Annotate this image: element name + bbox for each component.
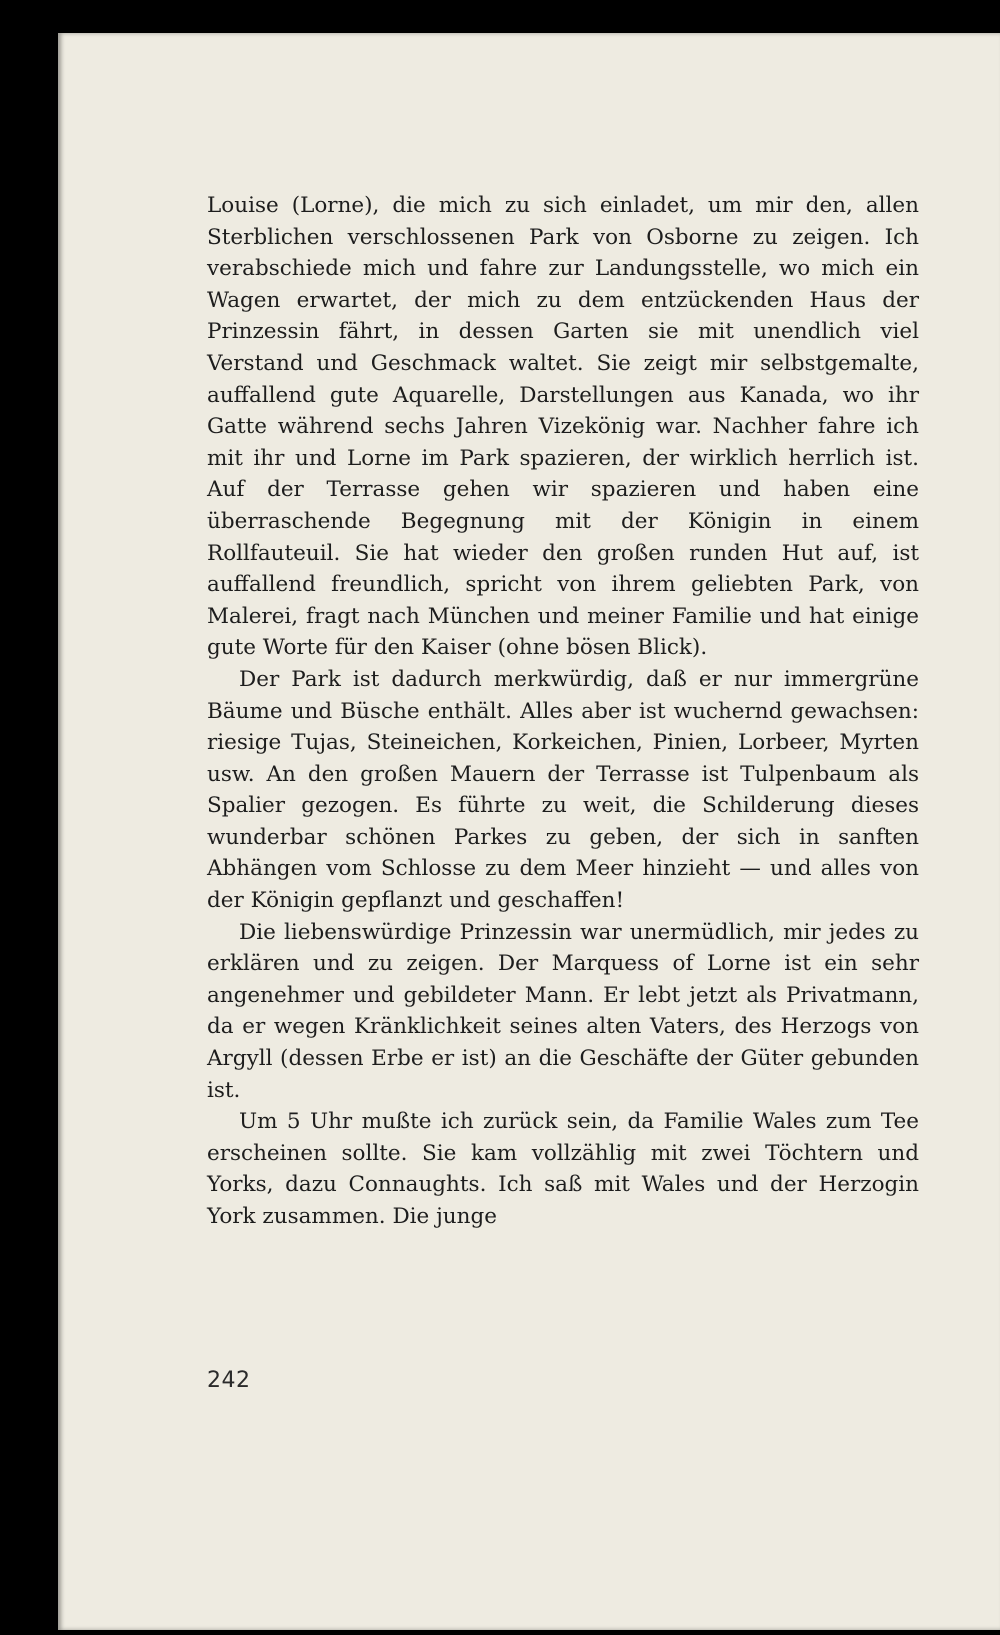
- page-number: 242: [207, 1368, 251, 1393]
- paragraph-4: Um 5 Uhr mußte ich zurück sein, da Familie Wales zum Tee erscheinen sollte. Sie kam vollzählig mit zwei Töchtern und Yorks, dazu Connaughts. Ich saß mit Wales und der Herzogin York zusammen. Die junge: [207, 1109, 919, 1229]
- body-text: [207, 190, 919, 1233]
- paragraph-1: Louise (Lorne), die mich zu sich einladet, um mir den, allen Sterblichen verschlossenen Park von Osborne zu zeigen. Ich verabschiede mich und fahre zur Landungsstelle, wo mich ein Wagen erwartet, der mich zu dem entzückenden Haus der Prinzessin fährt, in dessen Garten sie mit unendlich viel Verstand und Geschmack waltet. Sie zeigt mir selbstgemalte, auffallend gute Aquarelle, Darstellungen aus Kanada, wo ihr Gatte während sechs Jahren Vizekönig war. Nachher fahre ich mit ihr und Lorne im Park spazieren, der wirklich herrlich ist. Auf der Terrasse gehen wir spazieren und haben eine überraschende Begegnung mit der Königin in einem Rollfauteuil. Sie hat wieder den großen runden Hut auf, ist auffallend freundlich, spricht von ihrem geliebten Park, von Malerei, fragt nach München und meiner Familie und hat einige gute Worte für den Kaiser (ohne bösen Blick).: [207, 193, 919, 661]
- paragraph-2: Der Park ist dadurch merkwürdig, daß er nur immergrüne Bäume und Büsche enthält. Alles aber ist wuchernd gewachsen: riesige Tujas, Steineichen, Korkeichen, Pinien, Lorbeer, Myrten usw. An den großen Mauern der Terrasse ist Tulpenbaum als Spalier gezogen. Es führte zu weit, die Schilderung dieses wunderbar schönen Parkes zu geben, der sich in sanften Abhängen vom Schlosse zu dem Meer hinzieht — und alles von der Königin gepflanzt und geschaffen!: [207, 666, 919, 914]
- paragraph-3: Die liebenswürdige Prinzessin war unermüdlich, mir jedes zu erklären und zu zeigen. Der Marquess of Lorne ist ein sehr angenehmer und gebildeter Mann. Er lebt jetzt als Privatmann, da er wegen Kränklichkeit seines alten Vaters, des Herzogs von Argyll (dessen Erbe er ist) an die Geschäfte der Güter gebunden ist.: [207, 919, 919, 1103]
